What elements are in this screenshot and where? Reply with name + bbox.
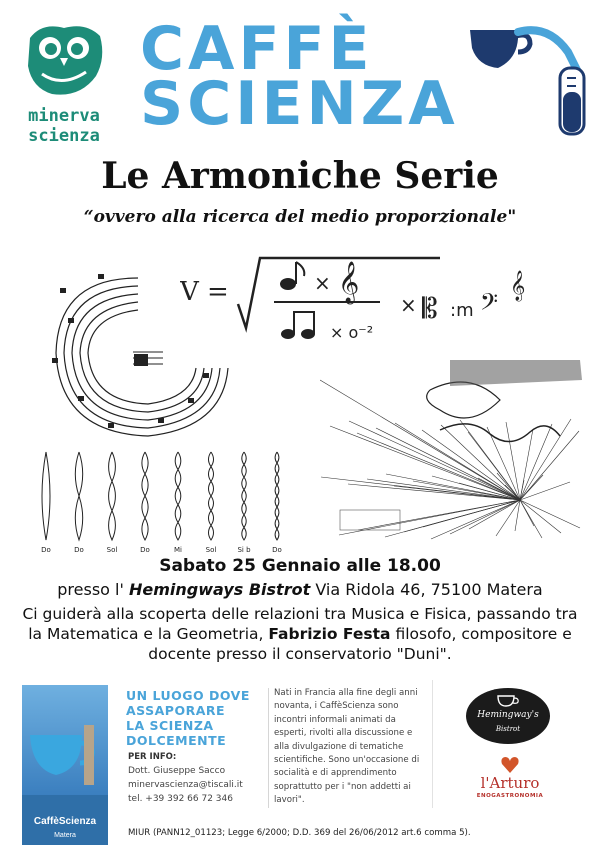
sketch-line: [357, 433, 520, 500]
string-loop: [75, 496, 82, 540]
minerva-scienza-logo: [14, 14, 114, 144]
string-loop: [142, 496, 148, 518]
photo-brand: CaffèScienza: [33, 816, 97, 827]
info-label: PER INFO:: [128, 752, 177, 762]
event-title: Le Armoniche Serie: [101, 155, 499, 197]
photo-city: Matera: [54, 832, 76, 839]
arturo-sub: ENOGASTRONOMIA: [476, 793, 544, 799]
string-note-label: Do: [140, 546, 150, 554]
arturo-logo: [470, 756, 550, 806]
sketch-line: [520, 475, 543, 500]
string-loop: [109, 511, 116, 540]
string-loop: [242, 515, 246, 528]
footer-divider-2: [432, 680, 433, 808]
svg-text:× o⁻²: × o⁻²: [330, 323, 374, 342]
string-loop: [142, 474, 148, 496]
scienza-word: SCIENZA: [140, 69, 459, 139]
string-loop: [75, 452, 82, 496]
slogan-line-1: UN LUOGO DOVE: [126, 688, 250, 703]
string-note-label: Sol: [205, 546, 217, 554]
sketch-line: [450, 500, 520, 534]
info-email-link[interactable]: minervascienza@tiscali.it: [128, 780, 243, 790]
string-loop: [175, 487, 181, 505]
string-loop: [142, 518, 148, 540]
string-loop: [275, 485, 279, 496]
hemingway-sub: Bistrot: [495, 725, 521, 733]
speaker-name: Fabrizio Festa: [268, 625, 391, 643]
string-loop: [275, 463, 279, 474]
event-place: [0, 580, 600, 599]
string-loop: [109, 481, 116, 510]
string-loop: [242, 465, 246, 478]
place-name: Hemingways Bistrot: [128, 580, 311, 599]
svg-text:𝄡: 𝄡: [422, 292, 438, 325]
string-loop: [275, 507, 279, 518]
string-loop: [242, 477, 246, 490]
string-note-label: Si b: [237, 546, 251, 554]
string-loop: [275, 518, 279, 529]
svg-text:×: ×: [400, 293, 417, 317]
string-note-label: Do: [74, 546, 84, 554]
string-loop: [109, 452, 116, 481]
cup-icon: [496, 694, 520, 708]
event-description: [20, 604, 580, 664]
string-loop: [242, 490, 246, 503]
svg-text:𝄢: 𝄢: [480, 288, 499, 321]
sketch-line: [469, 500, 520, 529]
string-loop: [209, 496, 214, 511]
event-subtitle: “ovvero alla ricerca del medio proporzionale": [83, 207, 517, 227]
about-caffe-scienza: Nati in Francia alla fine degli anni novanta, i CaffèScienza sono incontri informali animati da esperti, rivolti alla discussione e alla divulgazione di tematiche scientifiche. Sono un'occasione di socialità e di apprendimento soprattutto per i "non addetti ai lavori".: [274, 688, 420, 806]
string-loop: [42, 452, 50, 540]
string-loop: [275, 452, 279, 463]
svg-text:𝄞: 𝄞: [338, 262, 360, 303]
hemingways-bistrot-logo: [466, 688, 550, 744]
formula-v: V =: [180, 277, 229, 307]
hemingway-name: Hemingway's: [477, 710, 539, 720]
caffe-word: CAFFÈ: [140, 14, 374, 84]
string-loop: [175, 452, 181, 470]
sketch-line: [423, 500, 520, 527]
svg-text:𝄞: 𝄞: [510, 271, 526, 301]
vibrating-strings-illustration: [30, 446, 310, 556]
sketch-line: [520, 500, 534, 526]
slogan-line-2: ASSAPORARE: [126, 703, 226, 718]
owl-icon: [22, 18, 106, 102]
description-part-2: filosofo, compositore e docente presso il conservatorio "Duni".: [148, 625, 572, 663]
footer-divider: [268, 688, 269, 808]
string-loop: [209, 452, 214, 467]
scienza-label: scienza: [28, 126, 100, 146]
info-phone: tel. +39 392 66 72 346: [128, 794, 233, 804]
info-contact-name: Dott. Giuseppe Sacco: [128, 766, 226, 776]
string-loop: [242, 527, 246, 540]
place-address: Via Ridola 46, 75100 Matera: [315, 580, 543, 599]
musical-formula-illustration: [180, 248, 560, 348]
heart-icon: [500, 756, 520, 774]
string-loop: [175, 522, 181, 540]
miur-reference: MIUR (PANN12_01123; Legge 6/2000; D.D. 369 del 26/06/2012 art.6 comma 5).: [128, 828, 471, 838]
string-loop: [142, 452, 148, 474]
minerva-label: minerva: [28, 106, 100, 126]
string-note-label: Sol: [106, 546, 118, 554]
string-loop: [209, 525, 214, 540]
string-loop: [275, 474, 279, 485]
string-loop: [242, 452, 246, 465]
string-loop: [209, 481, 214, 496]
string-loop: [209, 467, 214, 482]
string-note-label: Do: [41, 546, 51, 554]
formula-times: ×: [314, 271, 331, 295]
event-date: Sabato 25 Gennaio alle 18.00: [159, 556, 441, 576]
slogan-line-4: DOLCEMENTE: [126, 733, 227, 748]
string-loop: [209, 511, 214, 526]
orchestral-sketch-illustration: [320, 360, 588, 550]
place-prefix: presso l': [57, 580, 124, 599]
sketch-line: [358, 500, 520, 530]
coffee-cup-test-tube-icon: [468, 18, 588, 136]
string-loop: [175, 470, 181, 488]
arturo-name: l'Arturo: [480, 774, 540, 792]
string-loop: [175, 505, 181, 523]
string-loop: [275, 496, 279, 507]
slogan: [126, 688, 276, 748]
description-part-1: Ci guiderà alla scoperta delle relazioni tra Musica e Fisica, passando tra la Matematica e la Geometria,: [22, 605, 578, 643]
string-note-label: Mi: [174, 546, 182, 554]
string-note-label: Do: [272, 546, 282, 554]
string-loop: [242, 502, 246, 515]
slogan-line-3: LA SCIENZA: [126, 718, 214, 733]
svg-text::m: :m: [450, 300, 474, 321]
caffe-scienza-photo: [22, 685, 108, 845]
giant-cup-icon: [26, 725, 96, 785]
string-loop: [275, 529, 279, 540]
sketch-line: [515, 500, 520, 531]
caffe-scienza-title: [140, 14, 470, 139]
